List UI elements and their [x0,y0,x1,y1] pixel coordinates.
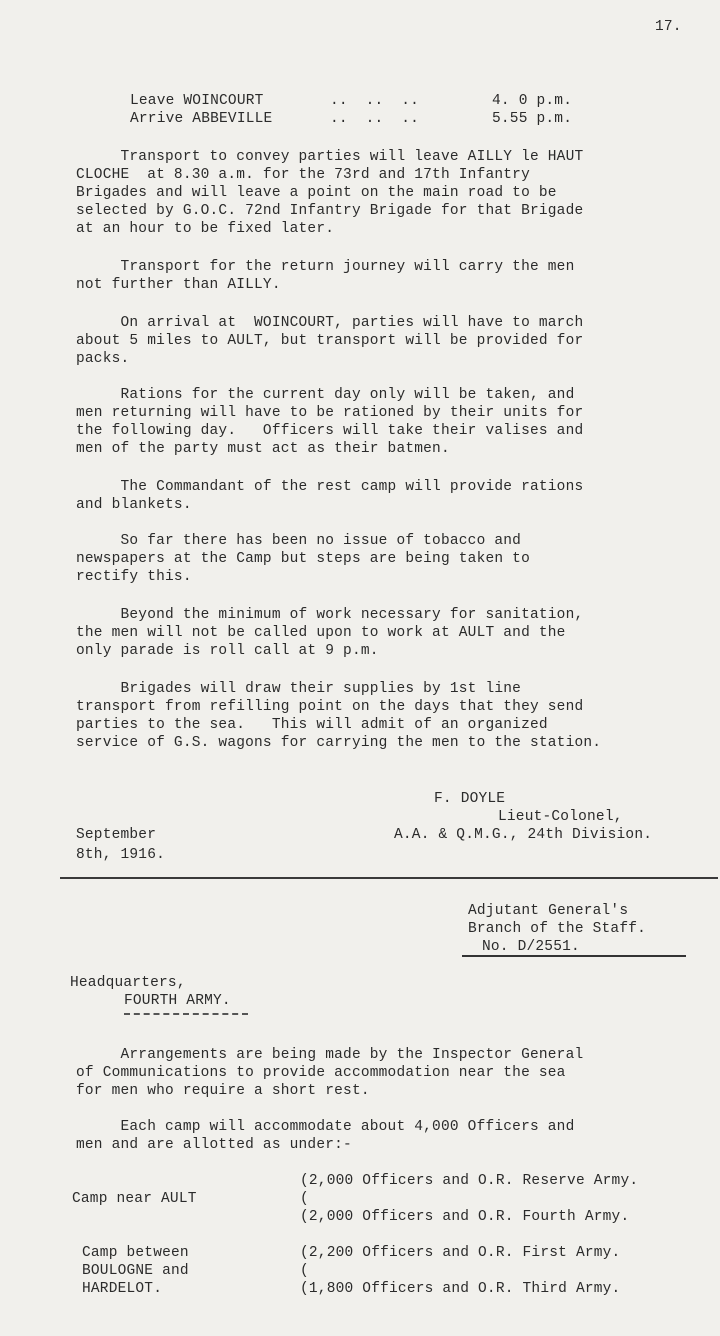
paragraph-line: men returning will have to be rationed by their units for [76,405,584,421]
camp-1-bracket: ( [300,1191,309,1207]
paragraph-line: parties to the sea. This will admit of an organized [76,717,548,733]
paragraph-line: On arrival at WOINCOURT, parties will have to march [76,315,584,331]
paragraph-line: Arrangements are being made by the Inspector General [76,1047,584,1063]
paragraph-line: newspapers at the Camp but steps are being taken to [76,551,530,567]
schedule-leave-label: Leave WOINCOURT [130,93,264,109]
camp-2-allocation-2: (1,800 Officers and O.R. Third Army. [300,1281,621,1297]
paragraph-line: selected by G.O.C. 72nd Infantry Brigade for that Brigade [76,203,584,219]
paragraph-line: at an hour to be fixed later. [76,221,335,237]
paragraph-line: Brigades and will leave a point on the main road to be [76,185,557,201]
paragraph-line: The Commandant of the rest camp will provide rations [76,479,584,495]
camp-2-name-line-3: HARDELOT. [82,1281,163,1297]
schedule-arrive-dots: .. .. .. [330,111,420,127]
reference-line-2: Branch of the Staff. [468,921,647,937]
paragraph-line: CLOCHE at 8.30 a.m. for the 73rd and 17th Infantry [76,167,530,183]
paragraph-line: about 5 miles to AULT, but transport will be provided for [76,333,584,349]
paragraph-line: Transport for the return journey will carry the men [76,259,575,275]
paragraph-line: for men who require a short rest. [76,1083,370,1099]
section-divider [60,877,718,879]
paragraph-line: Rations for the current day only will be taken, and [76,387,575,403]
paragraph-arrangements [76,1046,583,1100]
camp-2-bracket: ( [300,1263,309,1279]
camp-2-name-line-1: Camp between [82,1245,189,1261]
paragraph-line: Brigades will draw their supplies by 1st line [76,681,522,697]
signature-name: F. DOYLE [434,791,506,807]
camp-2-allocation-1: (2,200 Officers and O.R. First Army. [300,1245,621,1261]
paragraph-line: rectify this. [76,569,192,585]
paragraph-line: Beyond the minimum of work necessary for sanitation, [76,607,584,623]
paragraph-line: packs. [76,351,130,367]
camp-1-allocation-1: (2,000 Officers and O.R. Reserve Army. [300,1173,639,1189]
paragraph-line: and blankets. [76,497,192,513]
paragraph-line: of Communications to provide accommodation near the sea [76,1065,566,1081]
paragraph-line: service of G.S. wagons for carrying the men to the station. [76,735,602,751]
paragraph-arrival [76,314,583,368]
schedule-arrive-label: Arrive ABBEVILLE [130,111,273,127]
signature-rank: Lieut-Colonel, [498,809,623,825]
reference-line-3: No. D/2551. [482,939,580,955]
paragraph-line: only parade is roll call at 9 p.m. [76,643,379,659]
schedule-leave-dots: .. .. .. [330,93,420,109]
paragraph-commandant [76,478,583,514]
paragraph-return-journey [76,258,574,294]
paragraph-line: So far there has been no issue of tobacco and [76,533,522,549]
reference-line-1: Adjutant General's [468,903,629,919]
paragraph-line: the men will not be called upon to work at AULT and the [76,625,566,641]
page-number: 17. [655,19,682,35]
paragraph-line: men of the party must act as their batmen. [76,441,450,457]
date-line-2: 8th, 1916. [76,847,166,863]
schedule-leave-time: 4. 0 p.m. [492,93,573,109]
addressee-line-2: FOURTH ARMY. [124,993,231,1009]
paragraph-rations [76,386,583,458]
paragraph-line: men and are allotted as under:- [76,1137,352,1153]
paragraph-tobacco [76,532,530,586]
paragraph-line: the following day. Officers will take their valises and [76,423,584,439]
camp-2-name-line-2: BOULOGNE and [82,1263,189,1279]
paragraph-line: transport from refilling point on the days that they send [76,699,584,715]
paragraph-work [76,606,583,660]
date-line-1: September [76,827,157,843]
paragraph-supplies [76,680,601,752]
camp-1-allocation-2: (2,000 Officers and O.R. Fourth Army. [300,1209,630,1225]
signature-position: A.A. & Q.M.G., 24th Division. [394,827,653,843]
addressee-underline [124,1013,248,1015]
paragraph-transport-departure [76,148,583,238]
paragraph-line: Transport to convey parties will leave AILLY le HAUT [76,149,584,165]
reference-underline [462,955,686,957]
schedule-arrive-time: 5.55 p.m. [492,111,573,127]
camp-1-name: Camp near AULT [72,1191,197,1207]
paragraph-line: not further than AILLY. [76,277,281,293]
paragraph-camp-capacity [76,1118,574,1154]
paragraph-line: Each camp will accommodate about 4,000 Officers and [76,1119,575,1135]
addressee-line-1: Headquarters, [70,975,186,991]
